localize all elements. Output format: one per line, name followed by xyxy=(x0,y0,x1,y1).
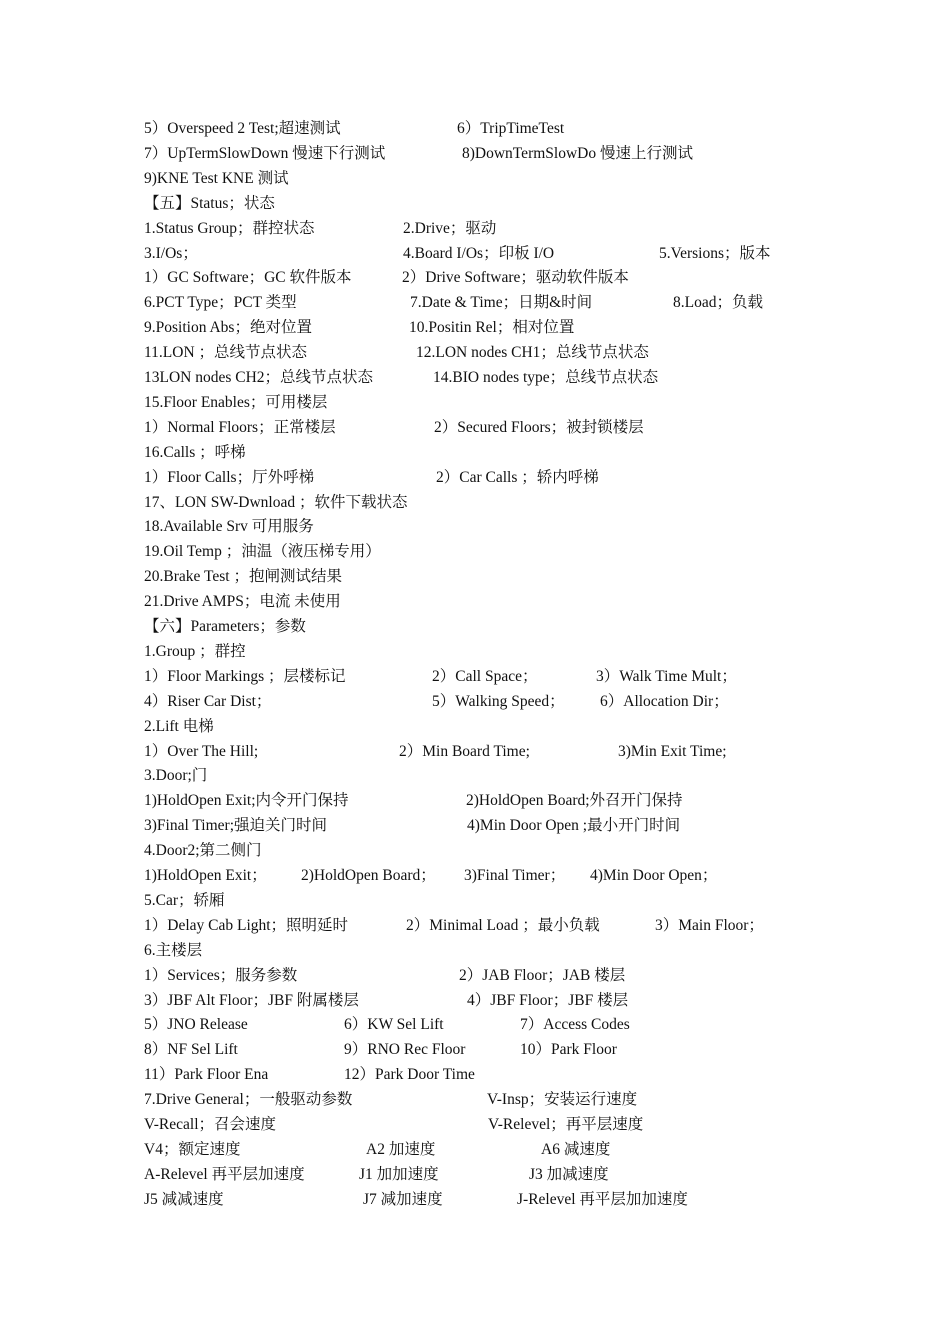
line-cell: 2)HoldOpen Board;外召开门保持 xyxy=(466,792,683,810)
line-cell: 3.Door;门 xyxy=(144,767,208,785)
line-cell: 12）Park Door Time xyxy=(344,1066,475,1084)
text-line xyxy=(144,265,804,290)
text-line xyxy=(144,415,804,440)
line-cell: 8.Load；负载 xyxy=(673,294,763,312)
line-cell: 9.Position Abs；绝对位置 xyxy=(144,319,312,337)
line-cell: J3 加减速度 xyxy=(529,1165,609,1183)
line-cell: 12.LON nodes CH1；总线节点状态 xyxy=(416,344,649,362)
text-line xyxy=(144,1037,804,1062)
text-line xyxy=(144,465,804,490)
text-line xyxy=(144,315,804,340)
line-cell: 7）Access Codes xyxy=(520,1016,630,1034)
line-cell: 21.Drive AMPS；电流 未使用 xyxy=(144,593,341,611)
line-cell: 13LON nodes CH2；总线节点状态 xyxy=(144,369,374,386)
text-line xyxy=(144,1087,804,1112)
text-line xyxy=(144,1012,804,1037)
text-line xyxy=(144,440,804,465)
line-cell: 3）JBF Alt Floor；JBF 附属楼层 xyxy=(144,991,359,1009)
text-line xyxy=(144,166,804,191)
line-cell: A2 加速度 xyxy=(366,1140,436,1158)
line-cell: 1.Status Group；群控状态 xyxy=(144,219,315,237)
line-cell: 11）Park Floor Ena xyxy=(144,1066,269,1084)
line-cell: 1）Normal Floors；正常楼层 xyxy=(144,418,336,436)
line-cell: 5.Versions；版本 xyxy=(659,244,771,262)
text-line xyxy=(144,988,804,1013)
text-line xyxy=(144,689,804,714)
line-cell: V-Insp；安装运行速度 xyxy=(487,1091,638,1109)
line-cell: 1.Group ；群控 xyxy=(144,642,246,660)
text-line xyxy=(144,963,804,988)
line-cell: 9）RNO Rec Floor xyxy=(344,1041,466,1059)
text-line xyxy=(144,813,804,838)
line-cell: J5 减减速度 xyxy=(144,1190,224,1208)
line-cell: 3）Walk Time Mult； xyxy=(596,667,737,685)
line-cell: 1)HoldOpen Exit； xyxy=(144,867,267,884)
line-cell: 5）Walking Speed； xyxy=(432,692,565,710)
text-line xyxy=(144,290,804,315)
text-line xyxy=(144,1187,804,1212)
line-cell: 3)Min Exit Time; xyxy=(618,742,727,760)
line-cell: 6）TripTimeTest xyxy=(457,120,565,137)
line-cell: 8）NF Sel Lift xyxy=(144,1041,238,1059)
text-line xyxy=(144,664,804,689)
line-cell: V-Recall；召会速度 xyxy=(144,1116,277,1133)
text-line xyxy=(144,1137,804,1162)
line-cell: 10）Park Floor xyxy=(520,1041,617,1059)
line-cell: 8)DownTermSlowDo 慢速上行测试 xyxy=(462,144,693,162)
line-cell: 5）JNO Release xyxy=(144,1016,248,1034)
line-cell: J1 加加速度 xyxy=(359,1165,439,1183)
line-cell: 17、LON SW-Dwnload ；软件下载状态 xyxy=(144,493,408,511)
text-line xyxy=(144,838,804,863)
line-cell: 6）Allocation Dir； xyxy=(600,692,729,710)
line-cell: 7.Drive General；一般驱动参数 xyxy=(144,1091,353,1109)
text-line xyxy=(144,490,804,515)
text-line xyxy=(144,614,804,639)
text-line xyxy=(144,1062,804,1087)
text-line xyxy=(144,1112,804,1137)
text-line xyxy=(144,913,804,938)
line-cell: 2）Minimal Load ；最小负载 xyxy=(406,916,600,934)
line-cell: 19.Oil Temp ；油温（液压梯专用） xyxy=(144,543,381,561)
line-cell: 2）Call Space； xyxy=(432,667,538,685)
line-cell: 20.Brake Test ；抱闸测试结果 xyxy=(144,568,342,586)
line-cell: V4；额定速度 xyxy=(144,1140,241,1158)
text-line xyxy=(144,639,804,664)
line-cell: 2）Drive Software；驱动软件版本 xyxy=(402,269,629,287)
text-line xyxy=(144,539,804,564)
line-cell: 3.I/Os； xyxy=(144,244,198,262)
line-cell: 【五】Status；状态 xyxy=(144,194,275,212)
text-line xyxy=(144,116,804,141)
text-line xyxy=(144,216,804,241)
text-line xyxy=(144,788,804,813)
text-line xyxy=(144,191,804,216)
line-cell: 6）KW Sel Lift xyxy=(344,1016,444,1034)
line-cell: 6.PCT Type；PCT 类型 xyxy=(144,294,297,312)
line-cell: 2)HoldOpen Board； xyxy=(301,867,436,884)
text-line xyxy=(144,589,804,614)
text-line xyxy=(144,888,804,913)
line-cell: 2）JAB Floor；JAB 楼层 xyxy=(459,966,626,984)
line-cell: V-Relevel；再平层速度 xyxy=(488,1116,644,1133)
line-cell: J-Relevel 再平层加加速度 xyxy=(517,1190,688,1208)
text-line xyxy=(144,739,804,764)
line-cell: 4)Min Door Open； xyxy=(590,867,718,884)
line-cell: 4)Min Door Open ;最小开门时间 xyxy=(467,817,681,835)
text-line xyxy=(144,390,804,415)
line-cell: 7.Date & Time；日期&时间 xyxy=(410,294,593,312)
line-cell: 3)Final Timer； xyxy=(464,867,566,884)
line-cell: 1）GC Software；GC 软件版本 xyxy=(144,269,352,287)
line-cell: 4.Board I/Os；印板 I/O xyxy=(403,244,555,262)
text-line xyxy=(144,564,804,589)
line-cell: 3)Final Timer;强迫关门时间 xyxy=(144,817,328,835)
line-cell: 1）Over The Hill; xyxy=(144,742,259,760)
text-line xyxy=(144,241,804,266)
line-cell: 11.LON ；总线节点状态 xyxy=(144,344,308,362)
line-cell: 1）Services；服务参数 xyxy=(144,966,298,984)
line-cell: 1)HoldOpen Exit;内令开门保持 xyxy=(144,792,349,810)
line-cell: 10.Positin Rel；相对位置 xyxy=(409,319,575,337)
text-line xyxy=(144,365,804,390)
line-cell: 6.主楼层 xyxy=(144,941,203,959)
line-cell: 7）UpTermSlowDown 慢速下行测试 xyxy=(144,144,386,162)
line-cell: 1）Floor Markings ；层楼标记 xyxy=(144,667,346,685)
line-cell: J7 减加速度 xyxy=(363,1190,443,1208)
line-cell: 2.Drive；驱动 xyxy=(403,219,497,237)
line-cell: 5）Overspeed 2 Test;超速测试 xyxy=(144,120,341,137)
line-cell: 2）Car Calls ；轿内呼梯 xyxy=(436,468,599,486)
line-cell: 3）Main Floor； xyxy=(655,916,764,934)
text-line xyxy=(144,340,804,365)
line-cell: 2.Lift 电梯 xyxy=(144,717,214,735)
line-cell: A-Relevel 再平层加速度 xyxy=(144,1165,305,1183)
line-cell: 16.Calls ；呼梯 xyxy=(144,443,246,461)
text-line xyxy=(144,714,804,739)
line-cell: 14.BIO nodes type；总线节点状态 xyxy=(433,369,659,386)
line-cell: 18.Available Srv 可用服务 xyxy=(144,518,314,536)
text-line xyxy=(144,1162,804,1187)
line-cell: 4.Door2;第二侧门 xyxy=(144,842,262,860)
line-cell: 4）JBF Floor；JBF 楼层 xyxy=(467,991,629,1009)
text-line xyxy=(144,141,804,166)
line-cell: 5.Car；轿厢 xyxy=(144,891,225,909)
line-cell: 9)KNE Test KNE 测试 xyxy=(144,169,289,187)
line-cell: 1）Delay Cab Light；照明延时 xyxy=(144,916,349,934)
line-cell: 1）Floor Calls；厅外呼梯 xyxy=(144,468,315,486)
line-cell: 2）Min Board Time; xyxy=(399,742,530,760)
text-line xyxy=(144,514,804,539)
line-cell: 15.Floor Enables；可用楼层 xyxy=(144,393,328,411)
line-cell: 【六】Parameters；参数 xyxy=(144,618,306,635)
text-line xyxy=(144,938,804,963)
text-line xyxy=(144,863,804,888)
line-cell: A6 减速度 xyxy=(541,1140,611,1158)
text-line xyxy=(144,763,804,788)
line-cell: 4）Riser Car Dist； xyxy=(144,692,272,710)
line-cell: 2）Secured Floors；被封锁楼层 xyxy=(434,418,644,436)
